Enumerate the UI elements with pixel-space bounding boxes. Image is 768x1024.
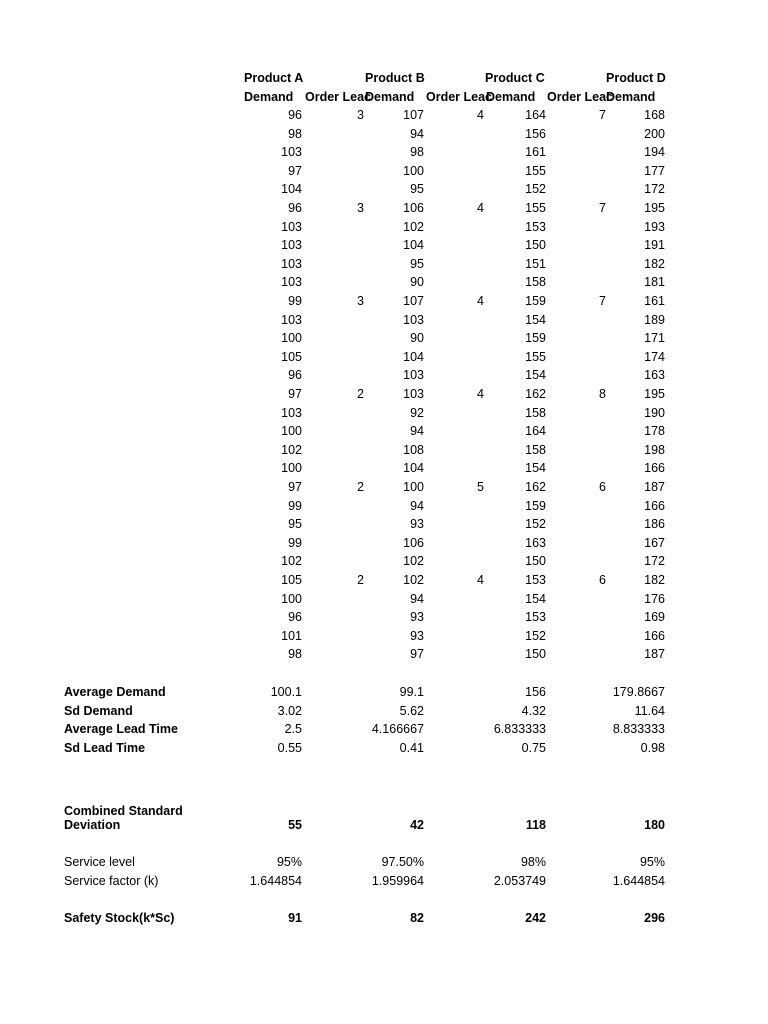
product-header-row [0, 69, 768, 87]
demand-header-d: Demand [606, 90, 656, 104]
demand-c-cell: 154 [525, 461, 546, 476]
demand-a-cell: 105 [281, 573, 302, 587]
demand-b-cell: 103 [403, 312, 424, 327]
demand-d-cell: 166 [644, 628, 665, 643]
order-lead-header-b: Order Leac [426, 90, 493, 104]
combined-sd-b: 42 [410, 818, 424, 832]
demand-a-cell: 102 [281, 442, 302, 457]
demand-b-cell: 102 [403, 219, 424, 234]
product-c-header: Product C [485, 71, 545, 85]
demand-b-cell: 103 [403, 387, 424, 401]
demand-b-cell: 107 [403, 108, 424, 122]
demand-d-cell: 193 [644, 219, 665, 234]
table-row [0, 255, 768, 273]
demand-a-cell: 99 [288, 535, 302, 550]
demand-a-cell: 103 [281, 219, 302, 234]
stats-value-a: 2.5 [284, 722, 302, 737]
demand-c-cell: 158 [525, 275, 546, 290]
stats-label: Sd Demand [64, 703, 133, 718]
service-factor-d: 1.644854 [612, 874, 665, 888]
demand-c-cell: 155 [525, 349, 546, 364]
demand-a-cell: 99 [288, 498, 302, 513]
demand-a-cell: 103 [281, 238, 302, 253]
combined-sd-d: 180 [644, 818, 665, 832]
demand-d-cell: 168 [644, 108, 665, 122]
demand-d-cell: 181 [644, 275, 665, 290]
service-factor-a: 1.644854 [249, 874, 302, 888]
demand-b-cell: 90 [410, 275, 424, 290]
lead-c-cell: 7 [599, 201, 606, 215]
combined-sd-label-line1: Combined Standard [64, 804, 183, 818]
demand-c-cell: 150 [525, 238, 546, 253]
stats-value-a: 100.1 [270, 685, 302, 699]
demand-d-cell: 200 [644, 126, 665, 141]
table-row [0, 645, 768, 663]
demand-c-cell: 152 [525, 517, 546, 532]
demand-a-cell: 97 [288, 480, 302, 494]
demand-b-cell: 104 [403, 238, 424, 253]
stats-row [0, 683, 768, 701]
table-row [0, 385, 768, 403]
demand-c-cell: 164 [525, 108, 546, 122]
demand-a-cell: 96 [288, 368, 302, 383]
demand-d-cell: 163 [644, 368, 665, 383]
demand-c-cell: 151 [525, 256, 546, 271]
demand-b-cell: 92 [410, 405, 424, 420]
demand-d-cell: 187 [644, 480, 665, 494]
demand-a-cell: 103 [281, 275, 302, 290]
demand-d-cell: 195 [644, 201, 665, 215]
stats-value-c: 156 [525, 685, 546, 699]
stats-value-d: 0.98 [640, 740, 665, 755]
stats-value-b: 4.166667 [371, 722, 424, 737]
table-row [0, 552, 768, 570]
demand-b-cell: 93 [410, 628, 424, 643]
demand-d-cell: 166 [644, 498, 665, 513]
demand-b-cell: 102 [403, 554, 424, 569]
demand-d-cell: 182 [644, 256, 665, 271]
demand-c-cell: 153 [525, 219, 546, 234]
service-level-b: 97.50% [381, 855, 424, 869]
demand-c-cell: 159 [525, 498, 546, 513]
safety-stock-b: 82 [410, 911, 424, 925]
demand-a-cell: 97 [288, 163, 302, 178]
stats-value-d: 8.833333 [612, 722, 665, 737]
table-row [0, 329, 768, 347]
demand-d-cell: 189 [644, 312, 665, 327]
combined-sd-a: 55 [288, 818, 302, 832]
demand-a-cell: 103 [281, 145, 302, 160]
demand-d-cell: 167 [644, 535, 665, 550]
table-row [0, 180, 768, 198]
service-level-c: 98% [520, 855, 546, 869]
combined-sd-row [0, 816, 768, 834]
table-row [0, 478, 768, 496]
table-row [0, 404, 768, 422]
order-lead-header-a: Order Leac [305, 90, 372, 104]
stats-label: Sd Lead Time [64, 740, 146, 755]
demand-d-cell: 177 [644, 163, 665, 178]
demand-b-cell: 102 [403, 573, 424, 587]
lead-a-cell: 2 [357, 387, 364, 401]
demand-header-b: Demand [365, 90, 415, 104]
lead-a-cell: 3 [357, 201, 364, 215]
demand-c-cell: 152 [525, 182, 546, 197]
demand-c-cell: 158 [525, 405, 546, 420]
lead-b-cell: 4 [477, 201, 484, 215]
demand-d-cell: 166 [644, 461, 665, 476]
product-a-header: Product A [244, 71, 304, 85]
demand-b-cell: 100 [403, 163, 424, 178]
table-row [0, 422, 768, 440]
demand-b-cell: 95 [410, 182, 424, 197]
demand-a-cell: 103 [281, 312, 302, 327]
demand-header-c: Demand [486, 90, 536, 104]
table-row [0, 311, 768, 329]
demand-a-cell: 97 [288, 387, 302, 401]
demand-b-cell: 98 [410, 145, 424, 160]
stats-value-d: 11.64 [634, 703, 665, 718]
demand-a-cell: 100 [281, 461, 302, 476]
lead-b-cell: 4 [477, 294, 484, 308]
product-d-header: Product D [606, 71, 666, 85]
demand-d-cell: 198 [644, 442, 665, 457]
table-row [0, 125, 768, 143]
table-row [0, 590, 768, 608]
table-row [0, 534, 768, 552]
demand-b-cell: 106 [403, 201, 424, 215]
table-row [0, 441, 768, 459]
lead-a-cell: 3 [357, 294, 364, 308]
stats-value-c: 6.833333 [493, 722, 546, 737]
demand-a-cell: 100 [281, 331, 302, 346]
demand-c-cell: 156 [525, 126, 546, 141]
demand-c-cell: 154 [525, 312, 546, 327]
stats-value-d: 179.8667 [612, 685, 665, 699]
demand-d-cell: 161 [644, 294, 665, 308]
demand-c-cell: 155 [525, 163, 546, 178]
stats-label: Average Demand [64, 685, 166, 699]
demand-c-cell: 155 [525, 201, 546, 215]
demand-d-cell: 190 [644, 405, 665, 420]
demand-c-cell: 152 [525, 628, 546, 643]
lead-b-cell: 5 [477, 480, 484, 494]
safety-stock-label: Safety Stock(k*Sc) [64, 911, 175, 925]
lead-c-cell: 7 [599, 294, 606, 308]
combined-sd-label-line2: Deviation [64, 818, 121, 832]
demand-c-cell: 164 [525, 424, 546, 439]
demand-c-cell: 150 [525, 554, 546, 569]
demand-d-cell: 182 [644, 573, 665, 587]
demand-a-cell: 103 [281, 256, 302, 271]
demand-c-cell: 162 [525, 387, 546, 401]
demand-header-a: Demand [244, 90, 294, 104]
lead-b-cell: 4 [477, 573, 484, 587]
demand-d-cell: 169 [644, 610, 665, 625]
demand-a-cell: 104 [281, 182, 302, 197]
service-level-label: Service level [64, 855, 135, 869]
lead-b-cell: 4 [477, 387, 484, 401]
demand-c-cell: 159 [525, 331, 546, 346]
table-row [0, 292, 768, 310]
safety-stock-a: 91 [288, 911, 302, 925]
table-row [0, 348, 768, 366]
demand-d-cell: 187 [644, 647, 665, 662]
column-header-row [0, 88, 768, 106]
demand-a-cell: 98 [288, 647, 302, 662]
service-level-row [0, 853, 768, 871]
table-row [0, 497, 768, 515]
table-row [0, 608, 768, 626]
stats-value-b: 5.62 [399, 703, 424, 718]
stats-value-c: 0.75 [521, 740, 546, 755]
stats-row [0, 739, 768, 757]
order-lead-header-c: Order Leac [547, 90, 614, 104]
demand-b-cell: 100 [403, 480, 424, 494]
demand-b-cell: 93 [410, 517, 424, 532]
demand-c-cell: 154 [525, 368, 546, 383]
combined-sd-c: 118 [525, 818, 546, 832]
demand-b-cell: 90 [410, 331, 424, 346]
demand-a-cell: 96 [288, 201, 302, 215]
demand-a-cell: 98 [288, 126, 302, 141]
demand-b-cell: 104 [403, 349, 424, 364]
lead-c-cell: 7 [599, 108, 606, 122]
table-row [0, 515, 768, 533]
demand-b-cell: 94 [410, 424, 424, 439]
demand-c-cell: 163 [525, 535, 546, 550]
service-level-a: 95% [276, 855, 302, 869]
stats-row [0, 720, 768, 738]
demand-b-cell: 94 [410, 498, 424, 513]
demand-a-cell: 103 [281, 405, 302, 420]
stats-value-b: 0.41 [399, 740, 424, 755]
demand-a-cell: 96 [288, 610, 302, 625]
demand-b-cell: 108 [403, 442, 424, 457]
demand-c-cell: 150 [525, 647, 546, 662]
service-factor-b: 1.959964 [371, 874, 424, 888]
demand-d-cell: 178 [644, 424, 665, 439]
stats-label: Average Lead Time [64, 722, 178, 737]
demand-a-cell: 101 [281, 628, 302, 643]
demand-c-cell: 154 [525, 591, 546, 606]
demand-d-cell: 186 [644, 517, 665, 532]
demand-d-cell: 174 [644, 349, 665, 364]
demand-b-cell: 97 [410, 647, 424, 662]
lead-b-cell: 4 [477, 108, 484, 122]
demand-d-cell: 172 [644, 182, 665, 197]
demand-b-cell: 107 [403, 294, 424, 308]
demand-b-cell: 103 [403, 368, 424, 383]
lead-c-cell: 8 [599, 387, 606, 401]
safety-stock-row [0, 909, 768, 927]
demand-a-cell: 96 [288, 108, 302, 122]
demand-c-cell: 159 [525, 294, 546, 308]
lead-a-cell: 2 [357, 573, 364, 587]
table-row [0, 218, 768, 236]
demand-a-cell: 99 [288, 294, 302, 308]
demand-c-cell: 158 [525, 442, 546, 457]
service-factor-label: Service factor (k) [64, 874, 159, 888]
stats-value-a: 0.55 [277, 740, 302, 755]
demand-b-cell: 94 [410, 591, 424, 606]
demand-c-cell: 153 [525, 610, 546, 625]
demand-b-cell: 106 [403, 535, 424, 550]
demand-d-cell: 194 [644, 145, 665, 160]
demand-b-cell: 94 [410, 126, 424, 141]
demand-d-cell: 195 [644, 387, 665, 401]
stats-value-b: 99.1 [399, 685, 424, 699]
safety-stock-d: 296 [644, 911, 665, 925]
table-row [0, 143, 768, 161]
demand-d-cell: 176 [644, 591, 665, 606]
demand-c-cell: 162 [525, 480, 546, 494]
lead-c-cell: 6 [599, 573, 606, 587]
demand-c-cell: 161 [525, 145, 546, 160]
table-row [0, 106, 768, 124]
demand-a-cell: 102 [281, 554, 302, 569]
stats-value-a: 3.02 [277, 703, 302, 718]
demand-b-cell: 104 [403, 461, 424, 476]
lead-a-cell: 2 [357, 480, 364, 494]
table-row [0, 571, 768, 589]
table-row [0, 273, 768, 291]
demand-c-cell: 153 [525, 573, 546, 587]
table-row [0, 627, 768, 645]
table-row [0, 459, 768, 477]
service-factor-row [0, 872, 768, 890]
demand-b-cell: 95 [410, 256, 424, 271]
table-row [0, 366, 768, 384]
table-row [0, 236, 768, 254]
service-level-d: 95% [639, 855, 665, 869]
demand-b-cell: 93 [410, 610, 424, 625]
lead-a-cell: 3 [357, 108, 364, 122]
stats-value-c: 4.32 [521, 703, 546, 718]
table-row [0, 199, 768, 217]
demand-d-cell: 171 [644, 331, 665, 346]
demand-d-cell: 172 [644, 554, 665, 569]
product-b-header: Product B [365, 71, 425, 85]
demand-a-cell: 95 [288, 517, 302, 532]
demand-d-cell: 191 [644, 238, 665, 253]
demand-a-cell: 100 [281, 424, 302, 439]
demand-a-cell: 105 [281, 349, 302, 364]
safety-stock-c: 242 [525, 911, 546, 925]
service-factor-c: 2.053749 [493, 874, 546, 888]
lead-c-cell: 6 [599, 480, 606, 494]
table-row [0, 162, 768, 180]
stats-row [0, 702, 768, 720]
demand-a-cell: 100 [281, 591, 302, 606]
